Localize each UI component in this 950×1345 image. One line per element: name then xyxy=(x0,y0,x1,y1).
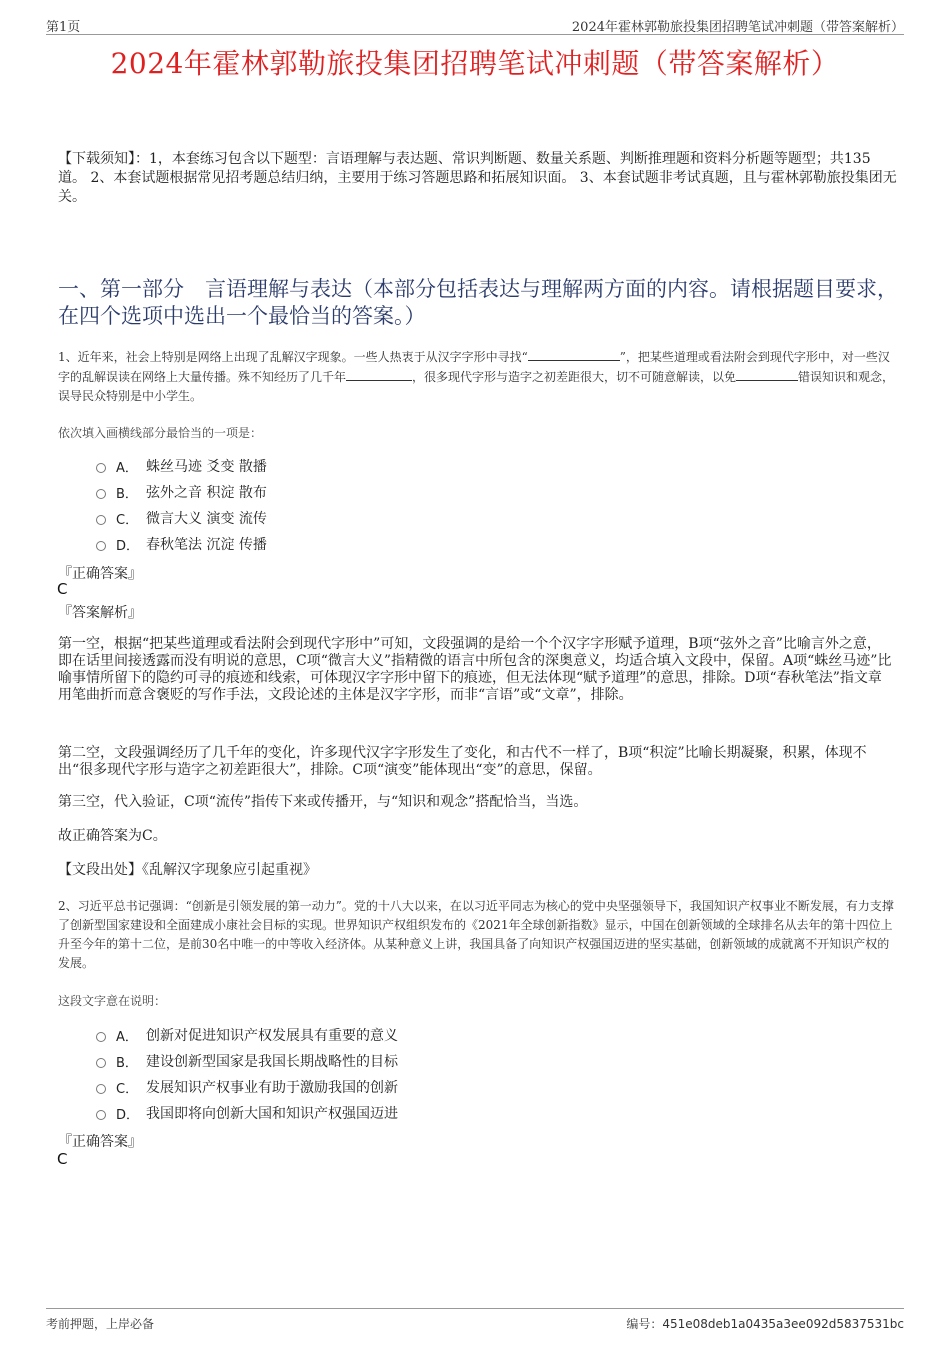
footer-doc-id xyxy=(626,1315,904,1332)
analysis-conclusion: 故正确答案为C。 xyxy=(58,828,167,844)
passage-source: 【文段出处】《乱解汉字现象应引起重视》 xyxy=(58,862,317,878)
document-title: 2024年霍林郭勒旅投集团招聘笔试冲刺题（带答案解析） xyxy=(110,47,840,80)
question-1-text-part: 错误知识和观念，误导民众特别是中小学生。 xyxy=(58,370,895,403)
option-b[interactable] xyxy=(96,1048,398,1074)
option-letter: A． xyxy=(116,460,138,476)
question-1-text-part: ，很多现代字形与造字之初差距很大，切不可随意解读，以免 xyxy=(412,370,737,384)
radio-circle-icon[interactable] xyxy=(96,463,106,473)
radio-circle-icon[interactable] xyxy=(96,1110,106,1120)
question-2-options xyxy=(96,1022,398,1126)
option-letter: C． xyxy=(116,512,139,528)
option-letter: C． xyxy=(116,1081,139,1097)
header-doc-title: 2024年霍林郭勒旅投集团招聘笔试冲刺题（带答案解析） xyxy=(571,20,904,35)
section-heading: 一、第一部分 言语理解与表达（本部分包括表达与理解两方面的内容。请根据题目要求，在四个选项中选出一个最恰当的答案。） xyxy=(58,277,898,328)
fill-blank-2 xyxy=(346,367,412,381)
question-1-prompt: 依次填入画横线部分最恰当的一项是： xyxy=(58,426,263,440)
option-c[interactable] xyxy=(96,1074,398,1100)
option-letter: D． xyxy=(116,538,140,554)
question-2-prompt: 这段文字意在说明： xyxy=(58,994,167,1008)
page-header xyxy=(46,14,904,35)
question-1-text xyxy=(58,347,898,406)
analysis-paragraph: 第三空，代入验证，C项“流传”指传下来或传播开，与“知识和观念”搭配恰当，当选。 xyxy=(58,794,588,810)
option-a[interactable] xyxy=(96,453,267,479)
option-a[interactable] xyxy=(96,1022,398,1048)
option-text: 微言大义 演变 流传 xyxy=(146,511,267,527)
page-footer xyxy=(46,1308,904,1333)
question-1-options xyxy=(96,453,267,557)
radio-circle-icon[interactable] xyxy=(96,515,106,525)
option-d[interactable] xyxy=(96,531,267,557)
answer-label: 『正确答案』 xyxy=(58,1134,142,1150)
radio-circle-icon[interactable] xyxy=(96,1058,106,1068)
analysis-paragraph: 第一空，根据“把某些道理或看法附会到现代字形中”可知，文段强调的是给一个个汉字字形赋予道理，B项“弦外之音”比喻言外之意，即在话里间接透露而没有明说的意思，C项“微言大义”指精微的语言中所包含的深奥意义，均适合填入文段中，保留。A项“蛛丝马迹”比喻事情所留下的隐约可寻的痕迹和线索，可体现汉字字形中留下的痕迹，但无法体现“赋予道理”的意思，排除。D项“春秋笔法”指文章用笔曲折而意含褒贬的写作手法，文段论述的主体是汉字字形，而非“言语”或“文章”，排除。 xyxy=(58,636,892,703)
option-text: 发展知识产权事业有助于激励我国的创新 xyxy=(146,1080,398,1096)
option-text: 我国即将向创新大国和知识产权强国迈进 xyxy=(146,1106,398,1122)
radio-circle-icon[interactable] xyxy=(96,1032,106,1042)
download-notice: 【下载须知】：1，本套练习包含以下题型：言语理解与表达题、常识判断题、数量关系题、判断推理题和资料分析题等题型；共135道。 2、本套试题根据常见招考题总结归纳，主要用于练习答题思路和拓展知识面。 3、本套试题非考试真题，且与霍林郭勒旅投集团无关。 xyxy=(58,151,897,205)
fill-blank-3 xyxy=(736,367,798,381)
radio-circle-icon[interactable] xyxy=(96,1084,106,1094)
page-number: 第1页 xyxy=(46,20,81,35)
correct-answer: C xyxy=(57,1150,68,1168)
option-letter: A． xyxy=(116,1029,138,1045)
radio-circle-icon[interactable] xyxy=(96,489,106,499)
correct-answer: C xyxy=(57,580,68,598)
option-c[interactable] xyxy=(96,505,267,531)
option-letter: D． xyxy=(116,1107,140,1123)
option-text: 弦外之音 积淀 散布 xyxy=(146,485,267,501)
analysis-label: 『答案解析』 xyxy=(58,605,142,621)
option-text: 春秋笔法 沉淀 传播 xyxy=(146,537,267,553)
question-1-text-part: 1、近年来，社会上特别是网络上出现了乱解汉字现象。一些人热衷于从汉字字形中寻找“ xyxy=(58,350,528,364)
doc-id-code: 451e08deb1a0435a3ee092d5837531bc xyxy=(662,1317,904,1331)
question-1-text-part: ”，把某些道理或看法附会到现代字形中，对一些汉字的乱解误读在网络上大量传播。殊不知经历了几千年 xyxy=(58,350,890,384)
option-letter: B． xyxy=(116,1055,138,1071)
radio-circle-icon[interactable] xyxy=(96,541,106,551)
answer-label: 『正确答案』 xyxy=(58,566,142,582)
option-text: 创新对促进知识产权发展具有重要的意义 xyxy=(146,1028,398,1044)
option-d[interactable] xyxy=(96,1100,398,1126)
option-letter: B． xyxy=(116,486,138,502)
option-text: 建设创新型国家是我国长期战略性的目标 xyxy=(146,1054,398,1070)
option-text: 蛛丝马迹 爻变 散播 xyxy=(146,459,267,475)
fill-blank-1 xyxy=(528,347,620,361)
doc-id-label: 编号： xyxy=(626,1317,663,1331)
analysis-paragraph: 第二空，文段强调经历了几千年的变化，许多现代汉字字形发生了变化，和古代不一样了，B项“积淀”比喻长期凝聚，积累，体现不出“很多现代字形与造字之初差距很大”，排除。C项“演变”能体现出“变”的意思，保留。 xyxy=(58,745,867,778)
footer-slogan: 考前押题，上岸必备 xyxy=(46,1317,155,1331)
question-2-text: 2、习近平总书记强调：“创新是引领发展的第一动力”。党的十八大以来，在以习近平同志为核心的党中央坚强领导下，我国知识产权事业不断发展，有力支撑了创新型国家建设和全面建成小康社会目标的实现。世界知识产权组织发布的《2021年全球创新指数》显示，中国在创新领域的全球排名从去年的第十四位上升至今年的第十二位，是前30名中唯一的中等收入经济体。从某种意义上讲，我国具备了向知识产权强国迈进的坚实基础，创新领域的成就离不开知识产权的发展。 xyxy=(58,899,894,970)
option-b[interactable] xyxy=(96,479,267,505)
